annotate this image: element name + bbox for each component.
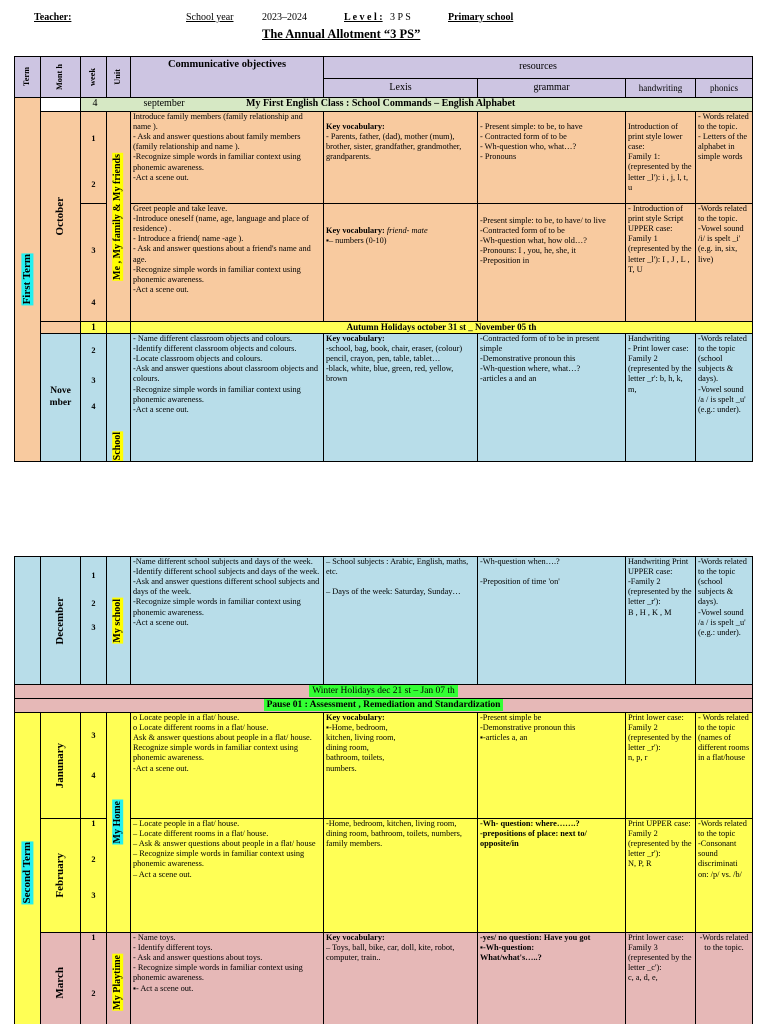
col-lexis: Lexis xyxy=(324,79,478,98)
october-grammar-2: -Present simple: to be, to have/ to live -Contracted form of to be -Wh-question what, how old…? -Pronouns: I , you, he, she, it -Preposition in xyxy=(478,204,626,322)
october-weeks-3-4: 3 4 xyxy=(81,204,107,322)
december-lexis: – School subjects : Arabic, English, maths, etc. – Days of the week: Saturday, Sunday… xyxy=(324,557,478,685)
level-value: 3 P S xyxy=(390,12,411,23)
december-weeks: 1 2 3 xyxy=(81,557,107,685)
autumn-holidays: Autumn Holidays october 31 st _ November 05 th xyxy=(131,322,753,334)
september-week: 4 xyxy=(92,98,98,110)
january-weeks: 3 4 xyxy=(81,713,107,819)
col-month: Mont h xyxy=(41,57,81,98)
january-grammar: -Present simple be -Demonstrative pronoun this ▪-articles a, an xyxy=(478,713,626,819)
col-week: week xyxy=(81,57,107,98)
primary-school-label: Primary school xyxy=(448,12,514,23)
february-lexis: -Home, bedroom, kitchen, living room, dining room, bathroom, toilets, numbers, family members. xyxy=(324,819,478,933)
september-blank xyxy=(41,98,81,112)
col-objectives: Communicative objectives xyxy=(131,57,324,98)
october-lexis-2: Key vocabulary: friend- mate ▪– numbers (0-10) xyxy=(324,204,478,322)
september-row xyxy=(81,98,753,112)
autumn-week: 1 xyxy=(81,322,107,334)
unit-my-home: My Home xyxy=(107,713,131,933)
september-topic: My First English Class : School Commands – English Alphabet xyxy=(246,98,516,110)
march-grammar: -yes/ no question: Have you got ▪-Wh-question: What/what's…..? xyxy=(478,933,626,1024)
unit-my-school: My school xyxy=(107,557,131,685)
march-lexis: Key vocabulary: – Toys, ball, bike, car, doll, kite, robot, computer, train.. xyxy=(324,933,478,1024)
document-title: The Annual Allotment “3 PS” xyxy=(262,27,421,41)
col-handwriting: handwriting xyxy=(626,79,696,98)
allotment-table-first-term xyxy=(14,56,753,462)
november-lexis: Key vocabulary: -school, bag, book, chair, eraser, (colour) pencil, crayon, pen, table, tablet… -black, white, blue, green, red, yellow, brown xyxy=(324,334,478,462)
november-objectives: - Name different classroom objects and colours. -Identify different classroom objects and colours. -Locate classroom objects and colours. -Ask and answer questions about classroom objects and colours. -Recognize simple words in familiar context using phonemic awareness. -Act a scene out. xyxy=(131,334,324,462)
march-handwriting: Print lower case: Family 3 (represented by the letter _c'): c, a, d, e, xyxy=(626,933,696,1024)
october-weeks-1-2: 1 2 xyxy=(81,112,107,204)
month-january: Janunary xyxy=(41,713,81,819)
november-weeks: 2 3 4 xyxy=(81,334,107,462)
march-weeks: 1 2 xyxy=(81,933,107,1024)
col-grammar: grammar xyxy=(478,79,626,98)
november-handwriting: Handwriting - Print lower case: Family 2 (represented by the letter _r': b, h, k, m, xyxy=(626,334,696,462)
col-phonics: phonics xyxy=(696,79,753,98)
month-february: February xyxy=(41,819,81,933)
february-handwriting: Print UPPER case: Family 2 (represented by the letter _r'): N, P, R xyxy=(626,819,696,933)
october-grammar-1: - Present simple: to be, to have - Contracted form of to be - Wh-question who, what…? - Pronouns xyxy=(478,112,626,204)
col-term: Term xyxy=(15,57,41,98)
october-objectives-2: Greet people and take leave. -Introduce oneself (name, age, language and place of residence) . - Introduce a friend( name -age ). - Ask and answer questions about a friend's name and age. -Recognize simple words in familiar context using phonemic awareness. -Act a scene out. xyxy=(131,204,324,322)
autumn-blank-unit xyxy=(107,322,131,334)
october-phonics-1: - Words related to the topic. - Letters of the alphabet in simple words xyxy=(696,112,753,204)
december-term-blank xyxy=(15,557,41,685)
teacher-label: Teacher: xyxy=(34,12,72,23)
december-handwriting: Handwriting Print UPPER case: -Family 2 (represented by the letter _r'): B , H , K , M xyxy=(626,557,696,685)
february-weeks: 1 2 3 xyxy=(81,819,107,933)
winter-holidays: Winter Holidays dec 21 st – Jan 07 th xyxy=(15,685,753,699)
october-handwriting-1: Introduction of print style lower case: Family 1: (represented by the letter _l'): i , j, l, t, u xyxy=(626,112,696,204)
col-resources: resources xyxy=(324,57,753,79)
unit-my-playtime: My Playtime xyxy=(107,933,131,1024)
october-handwriting-2: - Introduction of print style Script UPPER case: Family 1 (represented by the letter _l'): I , J , L , T, U xyxy=(626,204,696,322)
month-november: Nove mber xyxy=(41,334,81,462)
school-year-value: 2023–2024 xyxy=(262,12,307,23)
february-grammar: -Wh- question: where…….? -prepositions of place: next to/ opposite/in xyxy=(478,819,626,933)
december-objectives: -Name different school subjects and days of the week. -Identify different school subjects and days of the week. -Ask and answer questions different school subjects and days of the week. -Recognize simple words in familiar context using phonemic awareness. -Act a scene out. xyxy=(131,557,324,685)
march-objectives: - Name toys. - Identify different toys. - Ask and answer questions about toys. - Recognize simple words in familiar context using phonemic awareness. ▪- Act a scene out. xyxy=(131,933,324,1024)
term-first: First Term xyxy=(15,98,41,462)
month-october: October xyxy=(41,112,81,322)
november-phonics: -Words related to the topic (school subjects & days). -Vowel sound /a / is spelt _u' (e.g.: under). xyxy=(696,334,753,462)
december-grammar: -Wh-question when….? -Preposition of time 'on' xyxy=(478,557,626,685)
january-lexis: Key vocabulary: ▪-Home, bedroom, kitchen, living room, dining room, bathroom, toilets, numbers. xyxy=(324,713,478,819)
pause-assessment: Pause 01 : Assessment , Remediation and Standardization xyxy=(15,699,753,713)
march-phonics: -Words related to the topic. xyxy=(696,933,753,1024)
january-objectives: o Locate people in a flat/ house. o Locate different rooms in a flat/ house. Ask & answer questions about people in a flat/ house. Recognize simple words in familiar context using phonemic awareness. -Act a scene out. xyxy=(131,713,324,819)
november-grammar: -Contracted form of to be in present simple -Demonstrative pronoun this -Wh-question where, what…? -articles a and an xyxy=(478,334,626,462)
unit-me-family-friends: Me , My family & My friends xyxy=(107,112,131,322)
unit-school: School xyxy=(107,334,131,462)
allotment-table-second-term xyxy=(14,556,753,1024)
january-handwriting: Print lower case: Family 2 (represented by the letter _r'): n, p, r xyxy=(626,713,696,819)
october-objectives-1: Introduce family members (family relationship and name ). - Ask and answer questions about family members (family relationship and name ). -Recognize simple words in familiar context using phonemic awareness. -Act a scene out. xyxy=(131,112,324,204)
month-december: December xyxy=(41,557,81,685)
february-phonics: -Words related to the topic -Consonant sound discriminati on: /p/ vs. /b/ xyxy=(696,819,753,933)
autumn-blank-month xyxy=(41,322,81,334)
october-phonics-2: -Words related to the topic. -Vowel sound /i/ is spelt _i' (e.g. in, six, live) xyxy=(696,204,753,322)
october-lexis-1: Key vocabulary: - Parents, father, (dad), mother (mum), brother, sister, grandfather, grandmother, grandparents. xyxy=(324,112,478,204)
col-unit: Unit xyxy=(107,57,131,98)
document-header xyxy=(0,10,768,55)
level-label: L e v e l : xyxy=(344,12,383,23)
september-month: september xyxy=(143,98,185,110)
february-objectives: – Locate people in a flat/ house. – Locate different rooms in a flat/ house. – Ask & answer questions about people in a flat/ house – Recognize simple words in familiar context using phonemic awareness. – Act a scene out. xyxy=(131,819,324,933)
december-phonics: -Words related to the topic (school subjects & days). -Vowel sound /a / is spelt _u' (e.g.: under). xyxy=(696,557,753,685)
school-year-label: School year xyxy=(186,12,234,23)
term-second: Second Term xyxy=(15,713,41,1024)
month-march: March xyxy=(41,933,81,1024)
january-phonics: - Words related to the topic (names of different rooms in a flat/house xyxy=(696,713,753,819)
